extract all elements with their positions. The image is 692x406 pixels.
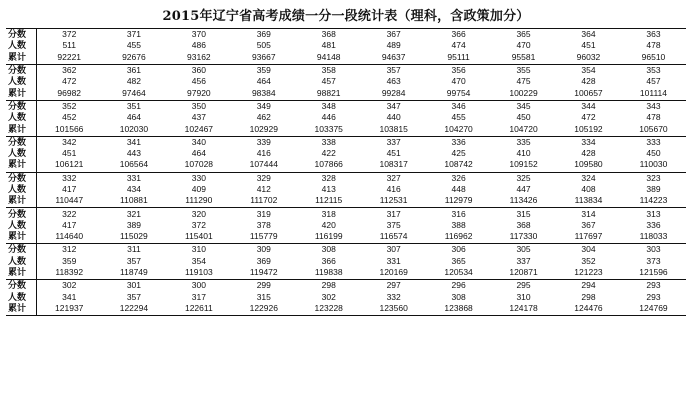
table-cell: 360 [166, 64, 231, 76]
table-cell: 302 [321, 291, 336, 302]
table-cell: 416 [256, 148, 271, 159]
cumulative-row [6, 159, 686, 172]
table-cell: 298 [296, 280, 361, 292]
table-cell: 408 [581, 184, 596, 194]
table-cell: 450 [646, 148, 661, 159]
table-cell: 362 [37, 64, 102, 76]
table-cell: 331 [101, 172, 166, 184]
table-cell: 368 [516, 219, 531, 230]
table-cell: 457 [646, 76, 661, 87]
table-cell: 388 [451, 219, 466, 230]
row-label: 累计 [6, 303, 37, 316]
table-cell: 451 [62, 148, 77, 159]
row-label: 人数 [6, 220, 37, 231]
table-cell: 308 [296, 244, 361, 256]
table-cell: 95581 [511, 51, 536, 62]
table-cell: 316 [426, 208, 491, 220]
row-label: 累计 [6, 87, 37, 100]
row-label: 分数 [6, 172, 37, 184]
table-cell: 470 [451, 76, 466, 87]
table-cell: 121223 [574, 267, 603, 278]
table-cell: 472 [62, 76, 77, 87]
row-label: 分数 [6, 100, 37, 112]
table-cell: 450 [516, 112, 531, 123]
table-cell: 371 [126, 29, 141, 40]
table-cell: 116199 [314, 231, 343, 242]
table-cell: 122294 [119, 302, 149, 313]
table-cell: 464 [191, 148, 206, 159]
table-cell: 305 [491, 244, 556, 256]
table-cell: 337 [516, 255, 531, 266]
table-cell: 373 [646, 255, 661, 266]
table-cell: 106564 [119, 159, 149, 170]
row-label: 分数 [6, 64, 37, 76]
cumulative-row [6, 267, 686, 280]
table-cell: 303 [621, 244, 686, 256]
table-cell: 359 [231, 64, 296, 76]
row-label: 累计 [6, 159, 37, 172]
table-cell: 102030 [119, 123, 149, 134]
table-cell: 106121 [55, 159, 84, 170]
count-row [6, 148, 686, 159]
row-label: 累计 [6, 267, 37, 280]
row-label: 分数 [6, 136, 37, 148]
table-cell: 118033 [639, 231, 668, 242]
table-cell: 124476 [574, 302, 603, 313]
table-cell: 334 [556, 136, 621, 148]
table-cell: 389 [126, 219, 141, 230]
table-cell: 417 [62, 184, 77, 194]
table-cell: 107028 [184, 159, 214, 170]
table-cell: 308 [451, 291, 466, 302]
table-cell: 472 [581, 112, 596, 123]
table-cell: 100229 [509, 87, 538, 98]
table-cell: 124178 [509, 302, 538, 313]
table-cell: 101114 [639, 87, 668, 98]
table-cell: 293 [621, 280, 686, 292]
table-cell: 115029 [120, 231, 148, 242]
row-label: 人数 [6, 112, 37, 123]
table-cell: 112115 [315, 195, 343, 206]
row-label: 分数 [6, 280, 37, 292]
table-cell: 389 [646, 184, 661, 194]
table-cell: 356 [426, 64, 491, 76]
table-cell: 121596 [639, 267, 668, 278]
table-cell: 111702 [250, 195, 278, 206]
cumulative-row [6, 231, 686, 244]
row-label: 人数 [6, 256, 37, 267]
table-cell: 110030 [639, 159, 668, 170]
count-row [6, 220, 686, 231]
table-cell: 372 [62, 29, 77, 40]
table-cell: 366 [451, 29, 466, 40]
table-cell: 118749 [120, 267, 148, 278]
table-cell: 409 [191, 184, 206, 194]
table-cell: 346 [426, 100, 491, 112]
table-cell: 448 [451, 184, 466, 194]
table-cell: 463 [386, 76, 401, 87]
table-cell: 342 [37, 136, 102, 148]
table-cell: 92676 [122, 51, 146, 62]
table-cell: 357 [126, 291, 141, 302]
count-row [6, 76, 686, 87]
table-cell: 326 [426, 172, 491, 184]
table-cell: 359 [62, 255, 77, 266]
table-cell: 293 [646, 291, 661, 302]
cumulative-row [6, 195, 686, 208]
row-label: 累计 [6, 231, 37, 244]
cumulative-row [6, 303, 686, 316]
row-label: 累计 [6, 195, 37, 208]
table-cell: 113426 [509, 195, 538, 206]
table-cell: 103815 [379, 123, 408, 134]
row-label: 人数 [6, 40, 37, 51]
table-cell: 103375 [314, 123, 343, 134]
row-label: 累计 [6, 52, 37, 65]
table-cell: 511 [62, 40, 76, 51]
table-cell: 121937 [55, 302, 84, 313]
table-cell: 428 [581, 76, 596, 87]
cumulative-row [6, 123, 686, 136]
table-cell: 93667 [251, 51, 276, 62]
table-cell: 478 [646, 40, 661, 51]
table-cell: 420 [321, 219, 336, 230]
table-cell: 446 [321, 112, 336, 123]
table-cell: 120534 [444, 267, 473, 278]
row-label: 分数 [6, 29, 37, 41]
table-cell: 311 [101, 244, 166, 256]
table-cell: 349 [231, 100, 296, 112]
table-cell: 422 [321, 148, 336, 159]
table-cell: 425 [451, 148, 466, 159]
table-cell: 437 [191, 112, 206, 123]
table-cell: 309 [231, 244, 296, 256]
table-cell: 318 [296, 208, 361, 220]
table-cell: 315 [491, 208, 556, 220]
table-cell: 113834 [574, 195, 603, 206]
table-cell: 457 [321, 76, 336, 87]
table-cell: 93162 [187, 51, 211, 62]
table-cell: 378 [256, 219, 271, 230]
table-cell: 299 [231, 280, 296, 292]
score-row [6, 172, 686, 184]
table-cell: 451 [386, 148, 401, 159]
table-cell: 315 [256, 291, 271, 302]
table-cell: 94637 [381, 51, 406, 62]
table-cell: 341 [62, 291, 77, 302]
table-cell: 462 [256, 112, 271, 123]
score-row [6, 280, 686, 292]
table-cell: 351 [101, 100, 166, 112]
table-cell: 116574 [379, 231, 408, 242]
table-cell: 324 [556, 172, 621, 184]
table-cell: 367 [581, 219, 596, 230]
table-cell: 331 [386, 255, 401, 266]
table-cell: 470 [516, 40, 531, 51]
table-cell: 358 [296, 64, 361, 76]
table-cell: 375 [386, 219, 401, 230]
count-row [6, 112, 686, 123]
table-cell: 332 [37, 172, 102, 184]
table-cell: 101566 [55, 123, 84, 134]
score-row [6, 64, 686, 76]
table-cell: 104270 [444, 123, 473, 134]
table-cell: 365 [516, 29, 531, 40]
table-cell: 328 [296, 172, 361, 184]
table-cell: 412 [256, 184, 271, 194]
table-cell: 314 [556, 208, 621, 220]
table-cell: 310 [166, 244, 231, 256]
table-cell: 489 [386, 40, 401, 51]
table-cell: 112531 [379, 195, 408, 206]
table-cell: 352 [37, 100, 102, 112]
table-cell: 110447 [55, 195, 84, 206]
score-row [6, 29, 686, 41]
table-cell: 294 [556, 280, 621, 292]
table-cell: 296 [426, 280, 491, 292]
table-cell: 337 [361, 136, 426, 148]
table-cell: 339 [231, 136, 296, 148]
table-cell: 92221 [57, 51, 82, 62]
score-row [6, 244, 686, 256]
table-cell: 302 [37, 280, 102, 292]
table-cell: 368 [321, 29, 336, 40]
table-cell: 118392 [55, 267, 84, 278]
table-cell: 104720 [509, 123, 538, 134]
table-cell: 333 [621, 136, 686, 148]
row-label: 人数 [6, 76, 37, 87]
table-cell: 410 [516, 148, 531, 159]
table-cell: 105192 [574, 123, 603, 134]
table-cell: 443 [126, 148, 141, 159]
table-cell: 107444 [249, 159, 278, 170]
table-cell: 124769 [639, 302, 668, 313]
table-cell: 111290 [185, 195, 213, 206]
table-cell: 100657 [574, 87, 603, 98]
count-row [6, 292, 686, 303]
table-cell: 317 [361, 208, 426, 220]
table-cell: 357 [126, 255, 141, 266]
score-row [6, 208, 686, 220]
table-cell: 365 [451, 255, 466, 266]
table-cell: 355 [491, 64, 556, 76]
table-cell: 486 [191, 40, 206, 51]
row-label: 人数 [6, 148, 37, 159]
table-cell: 464 [126, 112, 141, 123]
table-cell: 354 [191, 255, 206, 266]
table-cell: 310 [516, 291, 531, 302]
table-cell: 452 [62, 112, 77, 123]
table-cell: 99754 [446, 87, 471, 98]
table-cell: 364 [581, 29, 596, 40]
table-cell: 481 [321, 40, 336, 51]
table-cell: 336 [646, 219, 661, 230]
table-cell: 323 [621, 172, 686, 184]
table-cell: 357 [361, 64, 426, 76]
table-cell: 123868 [444, 302, 473, 313]
table-cell: 369 [256, 29, 271, 40]
table-cell: 97920 [187, 87, 211, 98]
table-cell: 119103 [184, 267, 213, 278]
table-cell: 366 [321, 255, 336, 266]
table-cell: 369 [256, 255, 271, 266]
table-cell: 336 [426, 136, 491, 148]
table-cell: 322 [37, 208, 102, 220]
table-cell: 329 [231, 172, 296, 184]
table-cell: 320 [166, 208, 231, 220]
table-cell: 474 [451, 40, 466, 51]
table-cell: 319 [231, 208, 296, 220]
table-cell: 434 [126, 184, 141, 194]
table-cell: 123560 [379, 302, 408, 313]
table-cell: 347 [361, 100, 426, 112]
table-cell: 367 [386, 29, 401, 40]
table-cell: 332 [386, 291, 401, 302]
table-cell: 301 [101, 280, 166, 292]
table-cell: 353 [621, 64, 686, 76]
table-cell: 96032 [576, 51, 601, 62]
table-cell: 307 [361, 244, 426, 256]
table-cell: 325 [491, 172, 556, 184]
table-cell: 98384 [251, 87, 276, 98]
table-cell: 114640 [55, 231, 84, 242]
table-cell: 370 [191, 29, 206, 40]
table-cell: 352 [581, 255, 596, 266]
table-cell: 330 [166, 172, 231, 184]
table-cell: 105670 [639, 123, 668, 134]
table-cell: 327 [361, 172, 426, 184]
score-row [6, 100, 686, 112]
table-cell: 96982 [57, 87, 82, 98]
count-row [6, 40, 686, 51]
row-label: 累计 [6, 123, 37, 136]
row-label: 人数 [6, 184, 37, 195]
table-cell: 306 [426, 244, 491, 256]
table-cell: 428 [581, 148, 596, 159]
table-cell: 108742 [444, 159, 473, 170]
table-cell: 95111 [447, 51, 470, 62]
cumulative-row [6, 52, 686, 65]
table-cell: 505 [256, 40, 271, 51]
table-cell: 112979 [444, 195, 473, 206]
table-cell: 344 [556, 100, 621, 112]
table-cell: 119472 [249, 267, 278, 278]
table-cell: 115401 [184, 231, 213, 242]
row-label: 分数 [6, 208, 37, 220]
cumulative-row [6, 87, 686, 100]
table-cell: 102467 [184, 123, 214, 134]
table-cell: 107866 [314, 159, 343, 170]
table-cell: 317 [191, 291, 206, 302]
table-cell: 304 [556, 244, 621, 256]
table-cell: 363 [646, 29, 661, 40]
table-cell: 117697 [574, 231, 603, 242]
table-cell: 338 [296, 136, 361, 148]
table-cell: 109152 [509, 159, 538, 170]
table-cell: 348 [296, 100, 361, 112]
table-cell: 122611 [184, 302, 213, 313]
table-cell: 372 [191, 219, 206, 230]
table-cell: 98821 [316, 87, 341, 98]
table-cell: 102929 [249, 123, 278, 134]
table-cell: 350 [166, 100, 231, 112]
table-cell: 482 [126, 76, 141, 87]
table-cell: 300 [166, 280, 231, 292]
table-cell: 94148 [316, 51, 341, 62]
table-cell: 313 [621, 208, 686, 220]
table-cell: 96510 [641, 51, 666, 62]
table-cell: 345 [491, 100, 556, 112]
table-cell: 455 [451, 112, 466, 123]
table-cell: 99284 [381, 87, 406, 98]
table-cell: 475 [516, 76, 531, 87]
table-cell: 97464 [122, 87, 146, 98]
table-cell: 109580 [574, 159, 603, 170]
table-cell: 451 [581, 40, 596, 51]
table-cell: 340 [166, 136, 231, 148]
table-cell: 297 [361, 280, 426, 292]
table-cell: 120169 [379, 267, 408, 278]
table-cell: 456 [191, 76, 206, 87]
count-row [6, 256, 686, 267]
table-cell: 335 [491, 136, 556, 148]
table-cell: 343 [621, 100, 686, 112]
row-label: 人数 [6, 292, 37, 303]
table-cell: 110881 [120, 195, 148, 206]
table-cell: 413 [321, 184, 336, 194]
page-title: 2015年辽宁省高考成绩一分一段统计表（理科，含政策加分） [162, 9, 530, 24]
table-cell: 417 [62, 219, 77, 230]
table-cell: 117330 [509, 231, 538, 242]
table-cell: 122926 [249, 302, 278, 313]
count-row [6, 184, 686, 195]
table-cell: 120871 [509, 267, 538, 278]
table-cell: 354 [556, 64, 621, 76]
table-cell: 341 [101, 136, 166, 148]
table-cell: 361 [101, 64, 166, 76]
table-cell: 108317 [379, 159, 408, 170]
table-cell: 119838 [314, 267, 343, 278]
table-cell: 115779 [249, 231, 278, 242]
score-distribution-table [6, 28, 686, 316]
table-cell: 447 [516, 184, 531, 194]
table-cell: 295 [491, 280, 556, 292]
table-cell: 123228 [314, 302, 343, 313]
table-cell: 464 [256, 76, 271, 87]
row-label: 分数 [6, 244, 37, 256]
table-cell: 298 [581, 291, 596, 302]
table-cell: 478 [646, 112, 661, 123]
table-cell: 312 [37, 244, 102, 256]
table-cell: 455 [126, 40, 141, 51]
table-cell: 116962 [444, 231, 473, 242]
score-row [6, 136, 686, 148]
table-cell: 440 [386, 112, 401, 123]
table-cell: 321 [101, 208, 166, 220]
table-cell: 114223 [639, 195, 668, 206]
table-cell: 416 [386, 184, 401, 194]
